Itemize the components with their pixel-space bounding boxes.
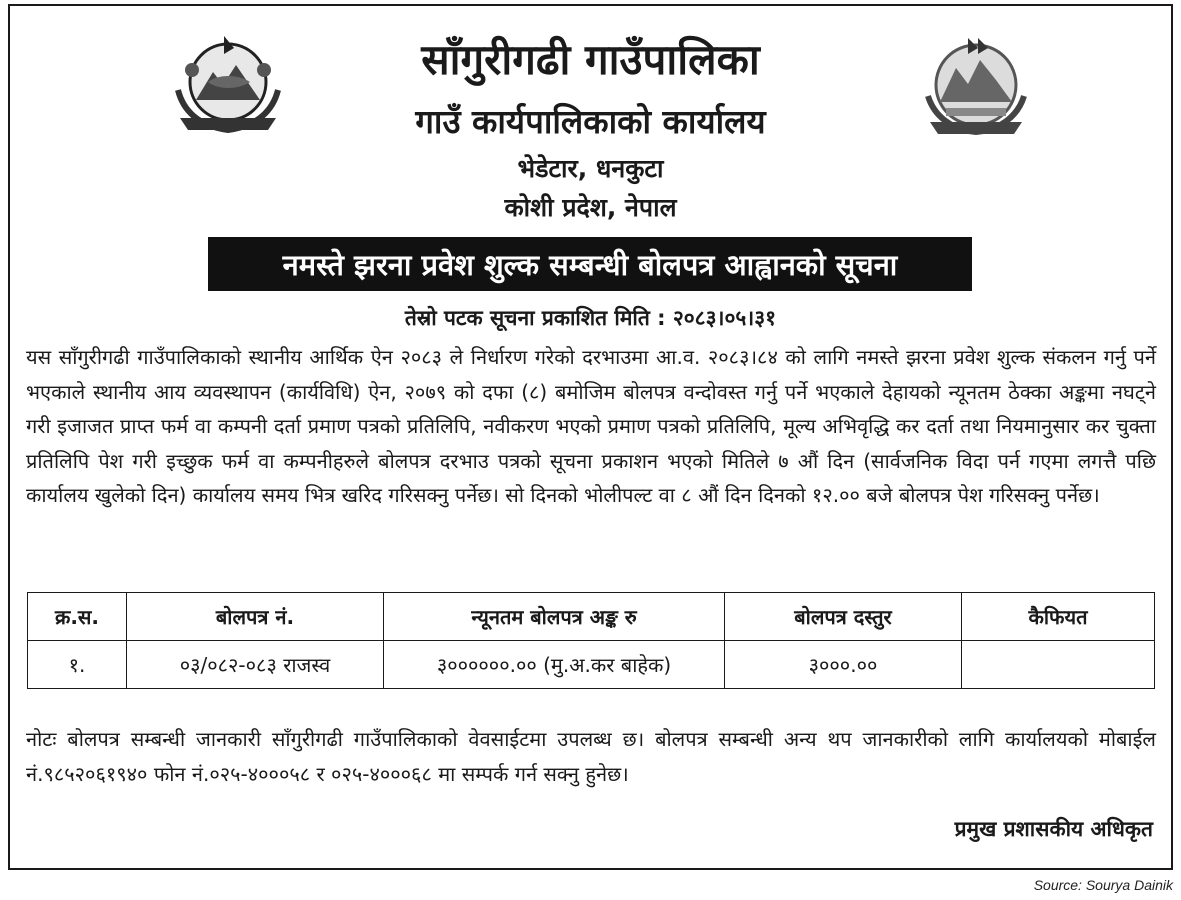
source-credit: Source: Sourya Dainik [1033, 877, 1173, 893]
column-header-minimum-amount: न्यूनतम बोलपत्र अङ्क रु [384, 593, 725, 641]
signatory-title: प्रमुख प्रशासकीय अधिकृत [954, 817, 1153, 841]
notice-title: नमस्ते झरना प्रवेश शुल्क सम्बन्धी बोलपत्र आह्वानको सूचना [282, 247, 898, 282]
table-header-row [28, 593, 1155, 641]
notice-title-banner [208, 237, 972, 291]
tender-table [27, 592, 1155, 689]
office-location: भेडेटार, धनकुटा [517, 154, 664, 183]
column-header-serial: क्र.स. [28, 593, 127, 641]
cell-serial: १. [28, 641, 127, 689]
column-header-bid-number: बोलपत्र नं. [127, 593, 384, 641]
column-header-bid-fee: बोलपत्र दस्तुर [725, 593, 962, 641]
cell-bid-number: ०३/०८२-०८३ राजस्व [127, 641, 384, 689]
office-province: कोशी प्रदेश, नेपाल [504, 193, 677, 222]
column-header-remarks: कैफियत [962, 593, 1155, 641]
publish-date: तेस्रो पटक सूचना प्रकाशित मिति : २०८३।०५।३१ [404, 306, 777, 330]
cell-minimum-amount: ३००००००.०० (मु.अ.कर बाहेक) [384, 641, 725, 689]
cell-remarks [962, 641, 1155, 689]
cell-bid-fee: ३०००.०० [725, 641, 962, 689]
office-name: गाउँ कार्यपालिकाको कार्यालय [415, 102, 766, 141]
municipality-name: साँगुरीगढी गाउँपालिका [421, 35, 760, 84]
notice-body: यस साँगुरीगढी गाउँपालिकाको स्थानीय आर्थिक ऐन २०८३ ले निर्धारण गरेको दरभाउमा आ.व. २०८३।८४ को लागि नमस्ते झरना प्रवेश शुल्क संकलन गर्नु पर्ने भएकाले स्थानीय आय व्यवस्थापन (कार्यविधि) ऐन, २०७९ को दफा (८) बमोजिम बोलपत्र वन्दोवस्त गर्नु पर्ने भएकाले देहायको न्यूनतम ठेक्का अङ्कमा नघट्ने गरी इजाजत प्राप्त फर्म वा कम्पनी दर्ता प्रमाण पत्रको प्रतिलिपि, नवीकरण भएको प्रमाण पत्रको प्रतिलिपि, मूल्य अभिवृद्धि कर दर्ता तथा नियमानुसार कर चुक्ता प्रतिलिपि पेश गरी इच्छुक फर्म वा कम्पनीहरुले बोलपत्र दरभाउ पत्रको सूचना प्रकाशन भएको मितिले ७ औं दिन (सार्वजनिक विदा पर्न गएमा लगत्तै पछि कार्यालय खुलेको दिन) कार्यालय समय भित्र खरिद गरिसक्नु पर्नेछ। सो दिनको भोलीपल्ट वा ८ औं दिन दिनको १२.०० बजे बोलपत्र पेश गरिसक्नु पर्नेछ। [26, 345, 1156, 507]
notice-note: नोटः बोलपत्र सम्बन्धी जानकारी साँगुरीगढी गाउँपालिकाको वेवसाईटमा उपलब्ध छ। बोलपत्र सम्बन्धी अन्य थप जानकारीको लागि कार्यालयको मोबाईल नं.९८५२०६१९४० फोन नं.०२५-४०००५८ र ०२५-४०००६८ मा सम्पर्क गर्न सक्नु हुनेछ। [26, 727, 1156, 786]
table-row [28, 641, 1155, 689]
